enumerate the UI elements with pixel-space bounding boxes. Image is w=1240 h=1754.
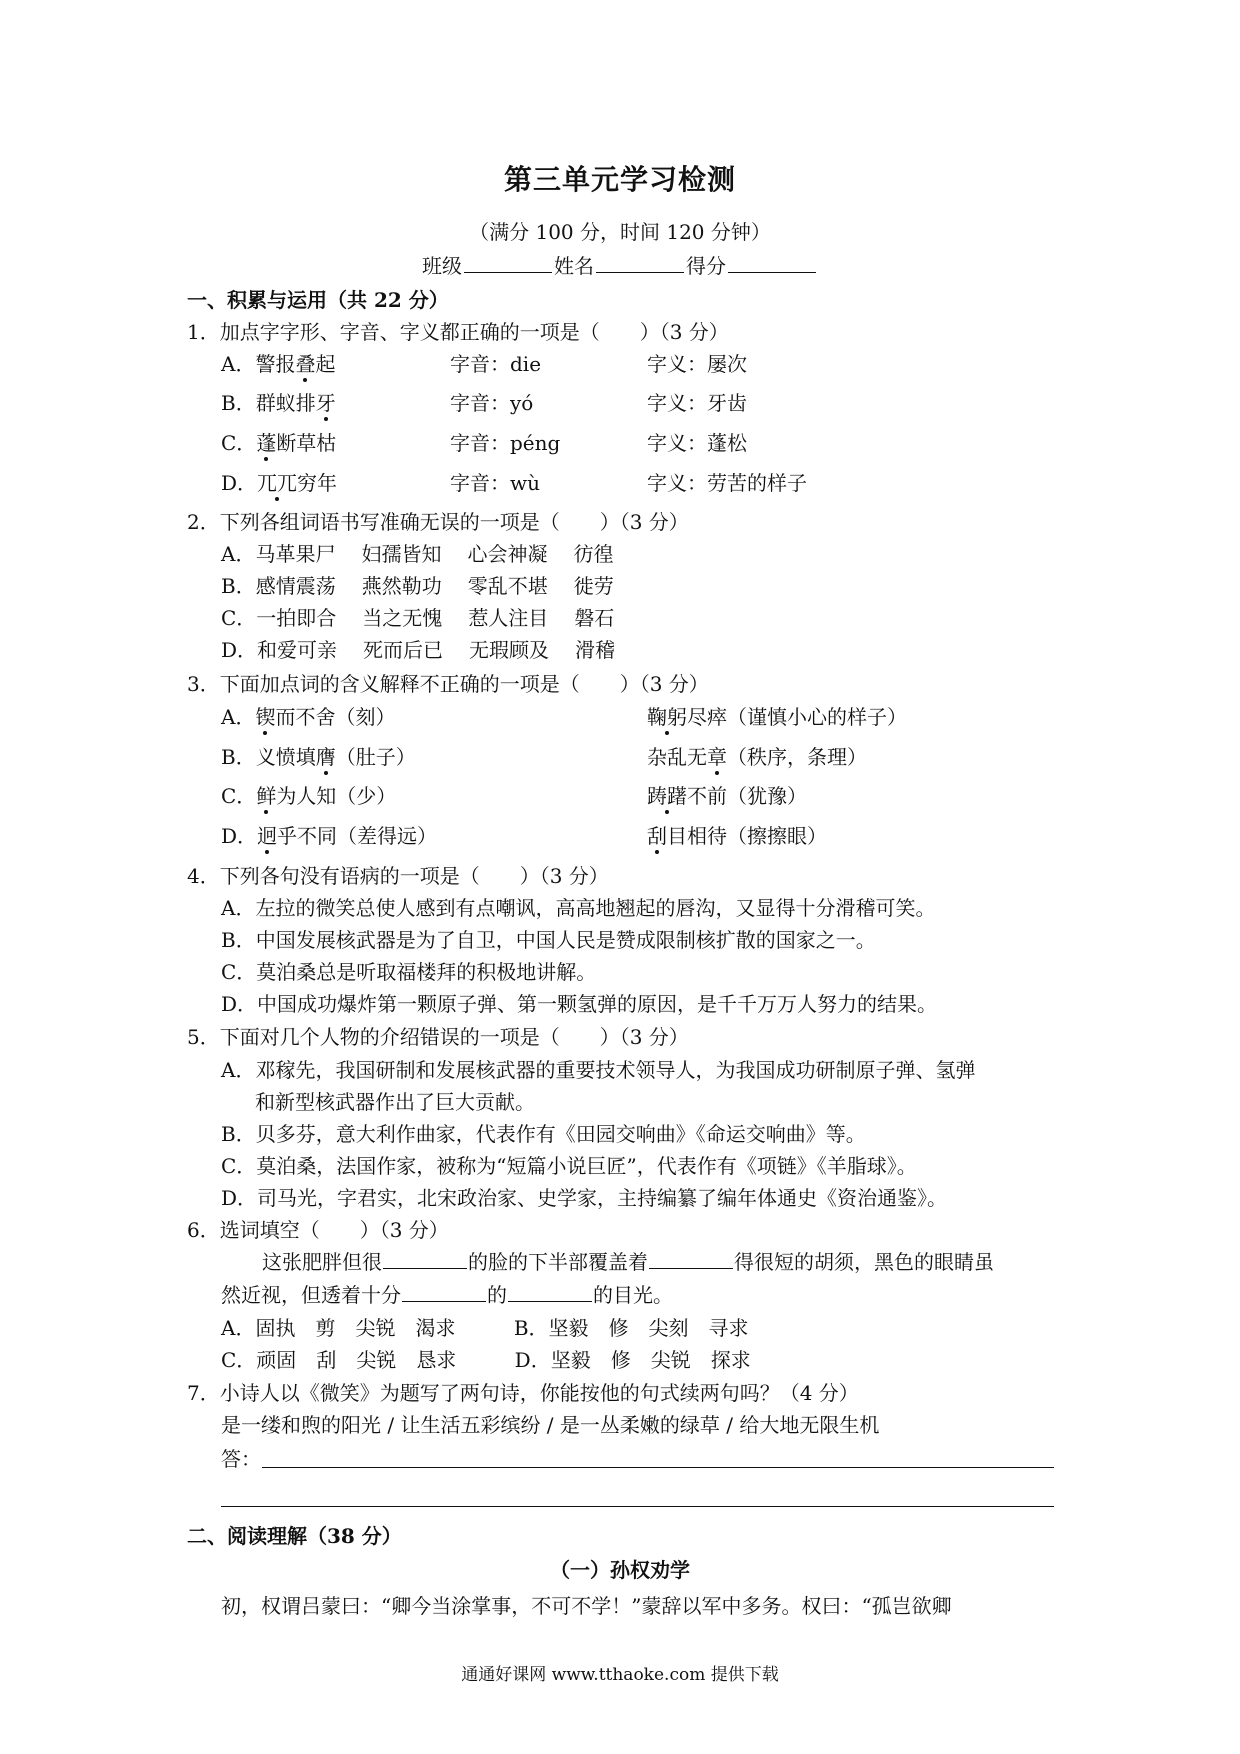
class-blank xyxy=(464,252,552,273)
dotted-char: 刮 xyxy=(647,824,667,848)
name-label: 姓名 xyxy=(554,254,594,278)
fill-blank xyxy=(508,1281,592,1302)
q3-option-b-right: 杂乱无章（秩序，条理） xyxy=(647,745,867,769)
question-4-stem: 4．下列各句没有语病的一项是（ ）（3 分） xyxy=(187,864,609,888)
q1-option-b-sound: 字音：yó xyxy=(450,391,534,415)
section-heading-1: 一、积累与运用（共 22 分） xyxy=(187,288,449,312)
q5-option-a-cont: 和新型核武器作出了巨大贡献。 xyxy=(255,1090,535,1114)
q2-option-c: C．一拍即合 当之无愧 惹人注目 磐石 xyxy=(221,606,615,630)
q6-passage-line-1: 这张肥胖但很 的脸的下半部覆盖着 得很短的胡须，黑色的眼睛虽 xyxy=(262,1250,994,1274)
section-heading-2: 二、阅读理解（38 分） xyxy=(187,1524,402,1548)
q2-option-a: A．马革果尸 妇孺皆知 心会神凝 彷徨 xyxy=(221,542,614,566)
fill-blank xyxy=(383,1248,467,1269)
dotted-char: 叠 xyxy=(295,352,316,376)
q1-option-c-sound: 字音：péng xyxy=(450,431,561,455)
passage-title: （一）孙权劝学 xyxy=(550,1558,690,1582)
dotted-char: 迥 xyxy=(257,824,278,848)
q2-option-b: B．感情震荡 燕然勒功 零乱不堪 徙劳 xyxy=(221,574,614,598)
dotted-char: 兀兀 xyxy=(257,471,298,495)
q3-option-a-right: 鞠躬尽瘁（谨慎小心的样子） xyxy=(647,705,907,729)
q2-option-d: D．和爱可亲 死而后已 无瑕顾及 滑稽 xyxy=(221,638,616,662)
q4-option-c: C．莫泊桑总是听取福楼拜的积极地讲解。 xyxy=(221,960,597,984)
passage-first-line: 初，权谓吕蒙曰：“卿今当涂掌事，不可不学！”蒙辞以军中多务。权曰：“孤岂欲卿 xyxy=(221,1594,952,1618)
q7-poem: 是一缕和煦的阳光 / 让生活五彩缤纷 / 是一丛柔嫩的绿草 / 给大地无限生机 xyxy=(221,1413,880,1437)
question-5-stem: 5．下面对几个人物的介绍错误的一项是（ ）（3 分） xyxy=(187,1025,689,1049)
q5-option-a: A．邓稼先，我国研制和发展核武器的重要技术领导人，为我国成功研制原子弹、氢弹 xyxy=(221,1058,976,1082)
question-7-stem: 7．小诗人以《微笑》为题写了两句诗，你能按他的句式续两句吗？（4 分） xyxy=(187,1381,859,1405)
q3-option-d-right: 刮目相待（擦擦眼） xyxy=(647,824,827,848)
q4-option-d: D．中国成功爆炸第一颗原子弹、第一颗氢弹的原因，是千千万万人努力的结果。 xyxy=(221,992,938,1016)
q4-option-b: B．中国发展核武器是为了自卫，中国人民是赞成限制核扩散的国家之一。 xyxy=(221,928,876,952)
q5-option-b: B．贝多芬，意大利作曲家，代表作有《田园交响曲》《命运交响曲》等。 xyxy=(221,1122,866,1146)
q5-option-c: C．莫泊桑，法国作家，被称为“短篇小说巨匠”，代表作有《项链》《羊脂球》。 xyxy=(221,1154,917,1178)
question-1-stem: 1．加点字字形、字音、字义都正确的一项是（ ）（3 分） xyxy=(187,320,729,344)
dotted-char: 鲜 xyxy=(256,784,277,808)
student-info-line xyxy=(0,250,1240,279)
footer-text: 通通好课网 www.tthaoke.com 提供下载 xyxy=(461,1665,779,1685)
dotted-char: 锲 xyxy=(255,705,276,729)
q1-option-d-sound: 字音：wù xyxy=(450,471,540,495)
q1-option-b-meaning: 字义：牙齿 xyxy=(647,391,747,415)
q3-option-c: C．鲜为人知（少） xyxy=(221,784,397,808)
score-blank xyxy=(728,252,816,273)
q4-option-a: A．左拉的微笑总使人感到有点嘲讽，高高地翘起的唇沟，又显得十分滑稽可笑。 xyxy=(221,896,936,920)
q7-answer-label: 答： xyxy=(221,1447,261,1471)
dotted-char: 鞠躬 xyxy=(647,705,687,729)
q1-option-a-meaning: 字义：屡次 xyxy=(647,352,747,376)
q3-option-a: A．锲而不舍（刻） xyxy=(221,705,396,729)
answer-line-2 xyxy=(221,1506,1054,1507)
q1-option-c-meaning: 字义：蓬松 xyxy=(647,431,747,455)
q6-option-b: B．坚毅 修 尖刻 寻求 xyxy=(513,1316,749,1340)
name-blank xyxy=(596,252,684,273)
dotted-char: 蓬 xyxy=(256,431,277,455)
dotted-char: 章 xyxy=(707,745,727,769)
dotted-char: 膺 xyxy=(315,745,336,769)
q1-option-a-word: A．警报叠起 xyxy=(221,352,336,376)
q1-option-c-word: C．蓬断草枯 xyxy=(221,431,337,455)
q6-option-c: C．顽固 刮 尖锐 恳求 xyxy=(221,1348,457,1372)
question-6-stem: 6．选词填空（ ）（3 分） xyxy=(187,1218,449,1242)
q1-option-a-sound: 字音：die xyxy=(450,352,542,376)
q6-option-d: D．坚毅 修 尖锐 探求 xyxy=(514,1348,751,1372)
answer-line-1 xyxy=(262,1467,1054,1468)
dotted-char: 踌躇 xyxy=(647,784,687,808)
question-3-stem: 3．下面加点词的含义解释不正确的一项是（ ）（3 分） xyxy=(187,672,709,696)
q6-option-a: A．固执 剪 尖锐 渴求 xyxy=(221,1316,456,1340)
q1-option-d-meaning: 字义：劳苦的样子 xyxy=(647,471,807,495)
question-2-stem: 2．下列各组词语书写准确无误的一项是（ ）（3 分） xyxy=(187,510,689,534)
q5-option-d: D．司马光，字君实，北宋政治家、史学家，主持编纂了编年体通史《资治通鉴》。 xyxy=(221,1186,948,1210)
score-label: 得分 xyxy=(686,254,726,278)
q3-option-d: D．迥乎不同（差得远） xyxy=(221,824,438,848)
fill-blank xyxy=(649,1248,733,1269)
q3-option-c-right: 踌躇不前（犹豫） xyxy=(647,784,807,808)
q6-passage-line-2: 然近视，但透着十分 的 的目光。 xyxy=(221,1283,673,1307)
q1-option-b-word: B．群蚁排牙 xyxy=(221,391,336,415)
q6-options-row-2 xyxy=(221,1344,751,1373)
fill-blank xyxy=(402,1281,486,1302)
page-title: 第三单元学习检测 xyxy=(503,163,736,196)
class-label: 班级 xyxy=(422,254,462,278)
q6-options-row-1 xyxy=(221,1312,749,1341)
q3-option-b: B．义愤填膺（肚子） xyxy=(221,745,416,769)
exam-subtitle: （满分 100 分，时间 120 分钟） xyxy=(469,220,771,244)
q1-option-d-word: D．兀兀穷年 xyxy=(221,471,338,495)
dotted-char: 牙 xyxy=(315,391,336,415)
